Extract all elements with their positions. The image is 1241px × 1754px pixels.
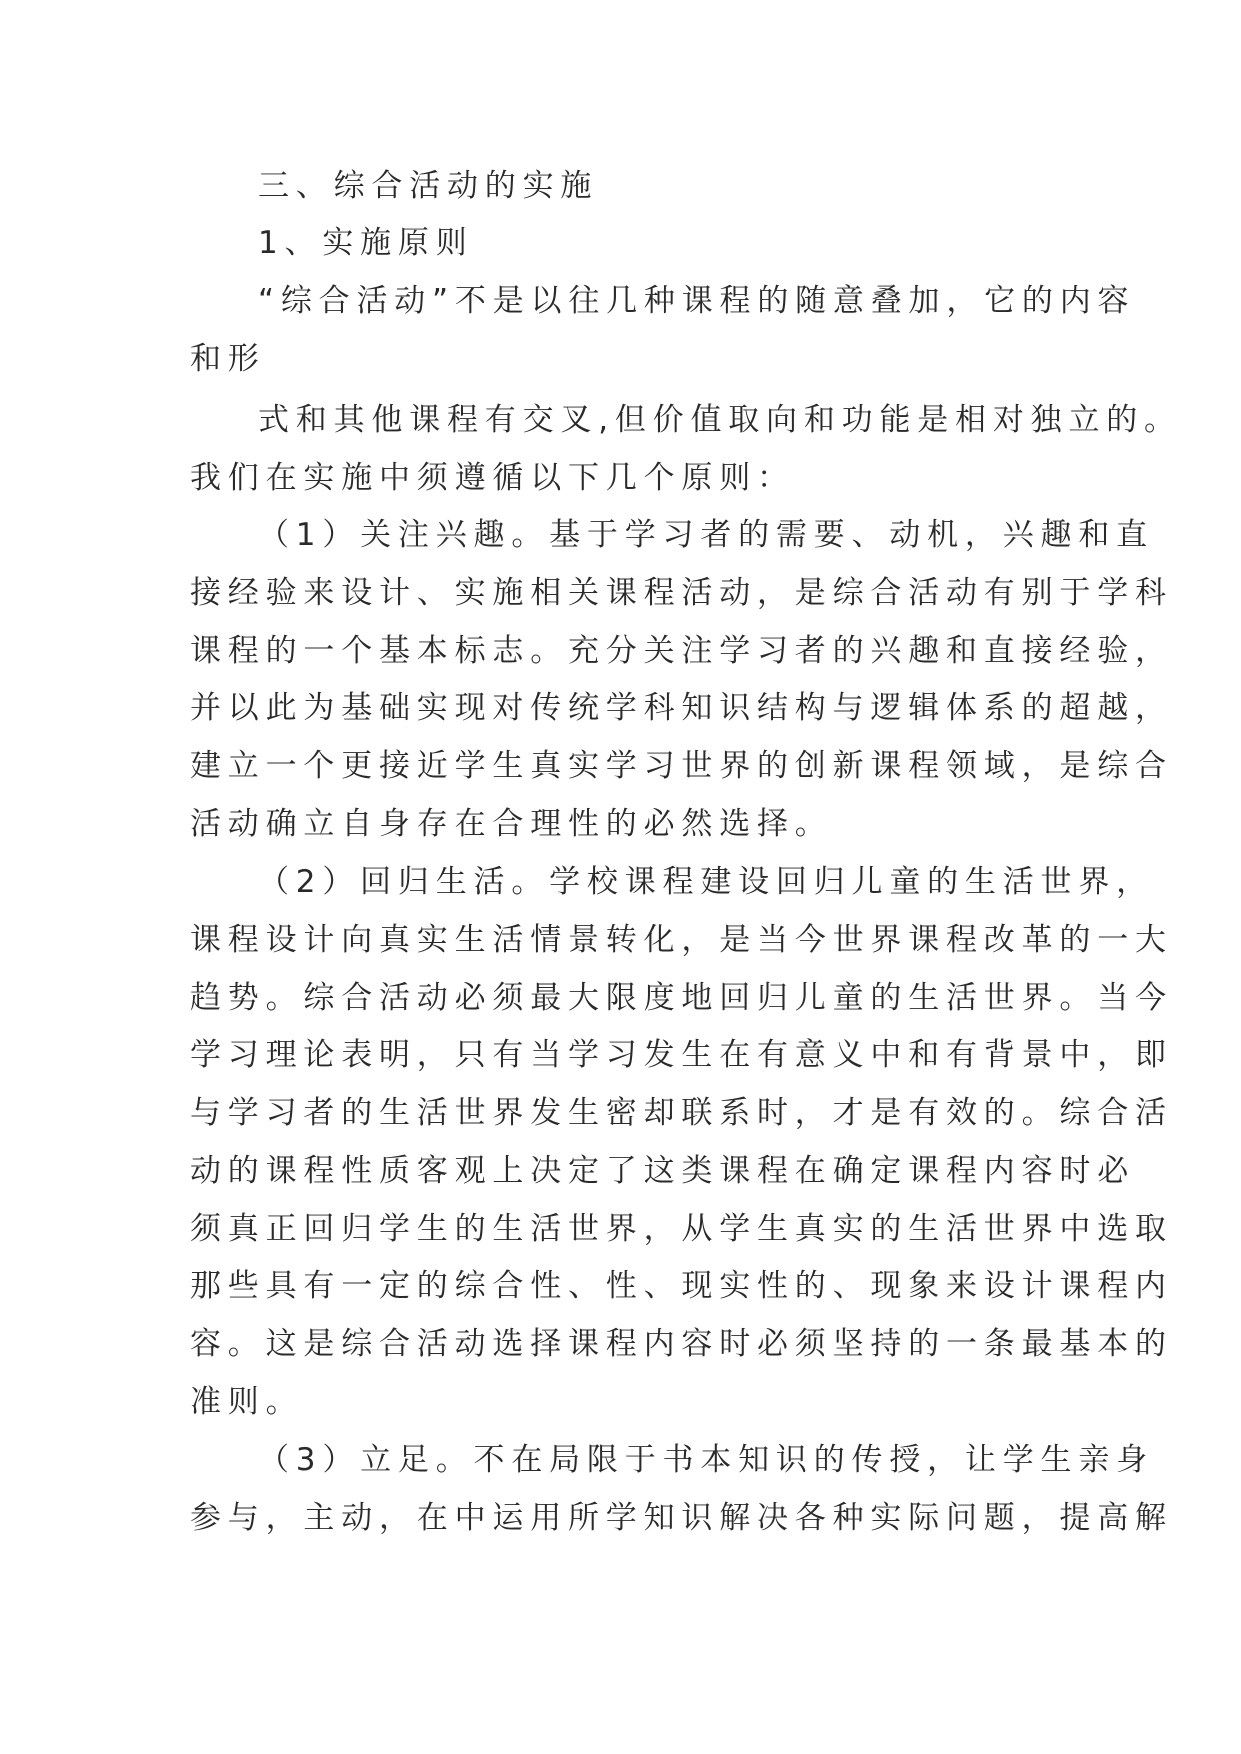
intro-line: 式和其他课程有交叉,但价值取向和功能是相对独立的。 [258, 402, 1182, 438]
principle-2-line: 容。这是综合活动选择课程内容时必须坚持的一条最基本的 [190, 1326, 1173, 1362]
principle-2-line: 趋势。综合活动必须最大限度地回归儿童的生活世界。当今 [190, 980, 1173, 1016]
principle-2-line: （2）回归生活。学校课程建设回归儿童的生活世界， [258, 864, 1154, 900]
principle-3-line: （3）立足。不在局限于书本知识的传授，让学生亲身 [258, 1442, 1154, 1478]
section-heading: 三、综合活动的实施 [258, 168, 599, 204]
principle-1-line: （1）关注兴趣。基于学习者的需要、动机，兴趣和直 [258, 517, 1154, 553]
principle-2-line: 须真正回归学生的生活世界，从学生真实的生活世界中选取 [190, 1211, 1173, 1247]
principle-1-line: 并以此为基础实现对传统学科知识结构与逻辑体系的超越， [190, 690, 1173, 726]
principle-2-line: 那些具有一定的综合性、性、现实性的、现象来设计课程内 [190, 1268, 1173, 1304]
intro-line: “综合活动”不是以往几种课程的随意叠加，它的内容 [258, 283, 1136, 319]
principle-1-line: 课程的一个基本标志。充分关注学习者的兴趣和直接经验， [190, 633, 1173, 669]
principle-2-line: 课程设计向真实生活情景转化，是当今世界课程改革的一大 [190, 922, 1173, 958]
principle-1-line: 活动确立自身存在合理性的必然选择。 [190, 806, 833, 842]
principle-3-line: 参与，主动，在中运用所学知识解决各种实际问题，提高解 [190, 1500, 1173, 1536]
principle-2-line: 动的课程性质客观上决定了这类课程在确定课程内容时必 [190, 1153, 1135, 1189]
principle-1-line: 接经验来设计、实施相关课程活动，是综合活动有别于学科 [190, 575, 1173, 611]
subheading: 1、实施原则 [258, 225, 474, 261]
intro-line: 我们在实施中须遵循以下几个原则： [190, 460, 795, 496]
intro-line: 和形 [190, 341, 266, 377]
principle-1-line: 建立一个更接近学生真实学习世界的创新课程领域，是综合 [190, 748, 1173, 784]
principle-2-line: 准则。 [190, 1384, 304, 1420]
principle-2-line: 学习理论表明，只有当学习发生在有意义中和有背景中，即 [190, 1037, 1173, 1073]
principle-2-line: 与学习者的生活世界发生密却联系时，才是有效的。综合活 [190, 1095, 1173, 1131]
